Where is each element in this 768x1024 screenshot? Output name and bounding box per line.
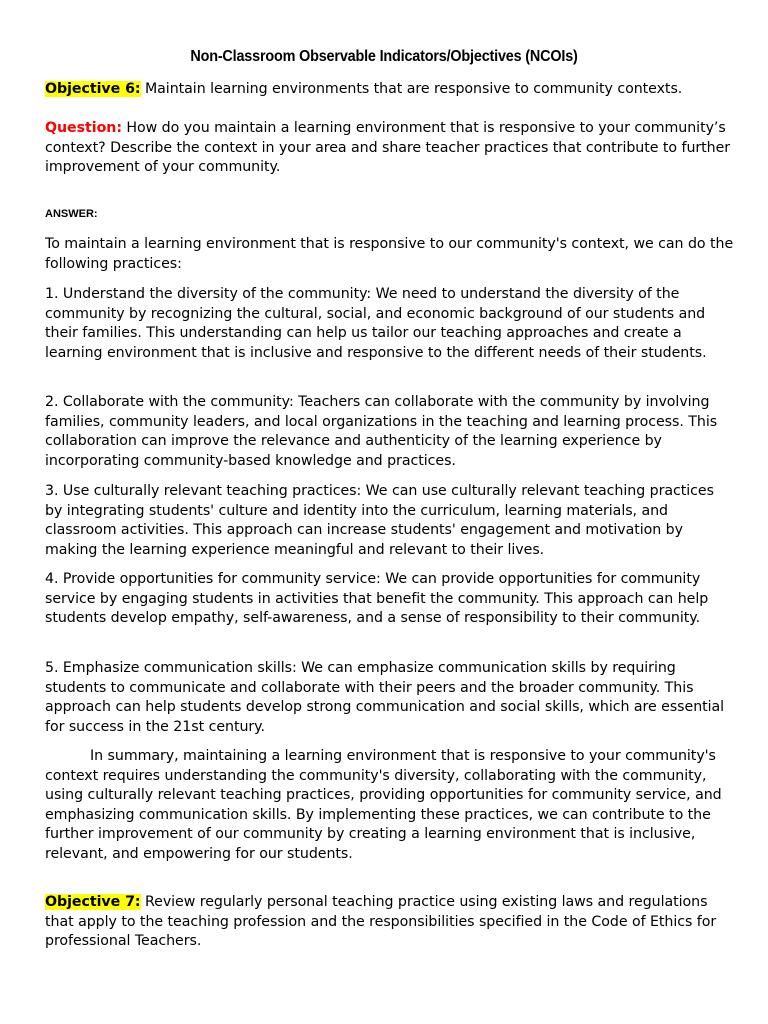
- question-paragraph: [45, 119, 735, 178]
- page-title: Non-Classroom Observable Indicators/Objectives (NCOIs): [190, 48, 578, 65]
- practice-item-4: 4. Provide opportunities for community service: We can provide opportunities for community service by engaging students in activities that benefit the community. This approach can help students develop empathy, self-awareness, and a sense of responsibility to their community.: [45, 571, 709, 626]
- answer-label: ANSWER:: [45, 208, 98, 220]
- objective-6-label: Objective 6:: [45, 81, 141, 97]
- question-label: Question:: [45, 120, 122, 136]
- objective-6-text: Maintain learning environments that are responsive to community contexts.: [140, 81, 683, 97]
- objective-7-label: Objective 7:: [45, 894, 141, 910]
- practice-item-1: 1. Understand the diversity of the community: We need to understand the diversity of the community by recognizing the cultural, social, and economic background of our students and their families. This understanding can help us tailor our teaching approaches and create a learning environment that is inclusive and responsive to the different needs of their students.: [45, 286, 707, 361]
- answer-intro: To maintain a learning environment that is responsive to our community's context, we can do the following practices:: [45, 236, 734, 272]
- practice-item-3: 3. Use culturally relevant teaching practices: We can use culturally relevant teaching practices by integrating students' culture and identity into the curriculum, learning materials, and classroom activities. This approach can increase students' engagement and motivation by making the learning experience meaningful and relevant to their lives.: [45, 483, 714, 558]
- objective-7-paragraph: [45, 893, 735, 952]
- practice-item-2: 2. Collaborate with the community: Teachers can collaborate with the community by involving families, community leaders, and local organizations in the teaching and learning process. This collaboration can improve the relevance and authenticity of the learning experience by incorporating community-based knowledge and practices.: [45, 394, 718, 469]
- summary-paragraph: In summary, maintaining a learning environment that is responsive to your community's context requires understanding the community's diversity, collaborating with the community, using culturally relevant teaching practices, providing opportunities for community service, and emphasizing communication skills. By implementing these practices, we can contribute to the further improvement of our community by creating a learning environment that is inclusive, relevant, and empowering for our students.: [45, 748, 722, 862]
- practice-item-5: 5. Emphasize communication skills: We can emphasize communication skills by requiring students to communicate and collaborate with their peers and the broader community. This approach can help students develop strong communication and social skills, which are essential for success in the 21st century.: [45, 660, 725, 735]
- objective-7-text: Review regularly personal teaching practice using existing laws and regulations that apply to the teaching profession and the responsibilities specified in the Code of Ethics for professional Teachers.: [45, 894, 717, 949]
- question-text: How do you maintain a learning environment that is responsive to your community’s context? Describe the context in your area and share teacher practices that contribute to further improvement of your community.: [45, 120, 731, 175]
- objective-6-paragraph: [45, 80, 735, 100]
